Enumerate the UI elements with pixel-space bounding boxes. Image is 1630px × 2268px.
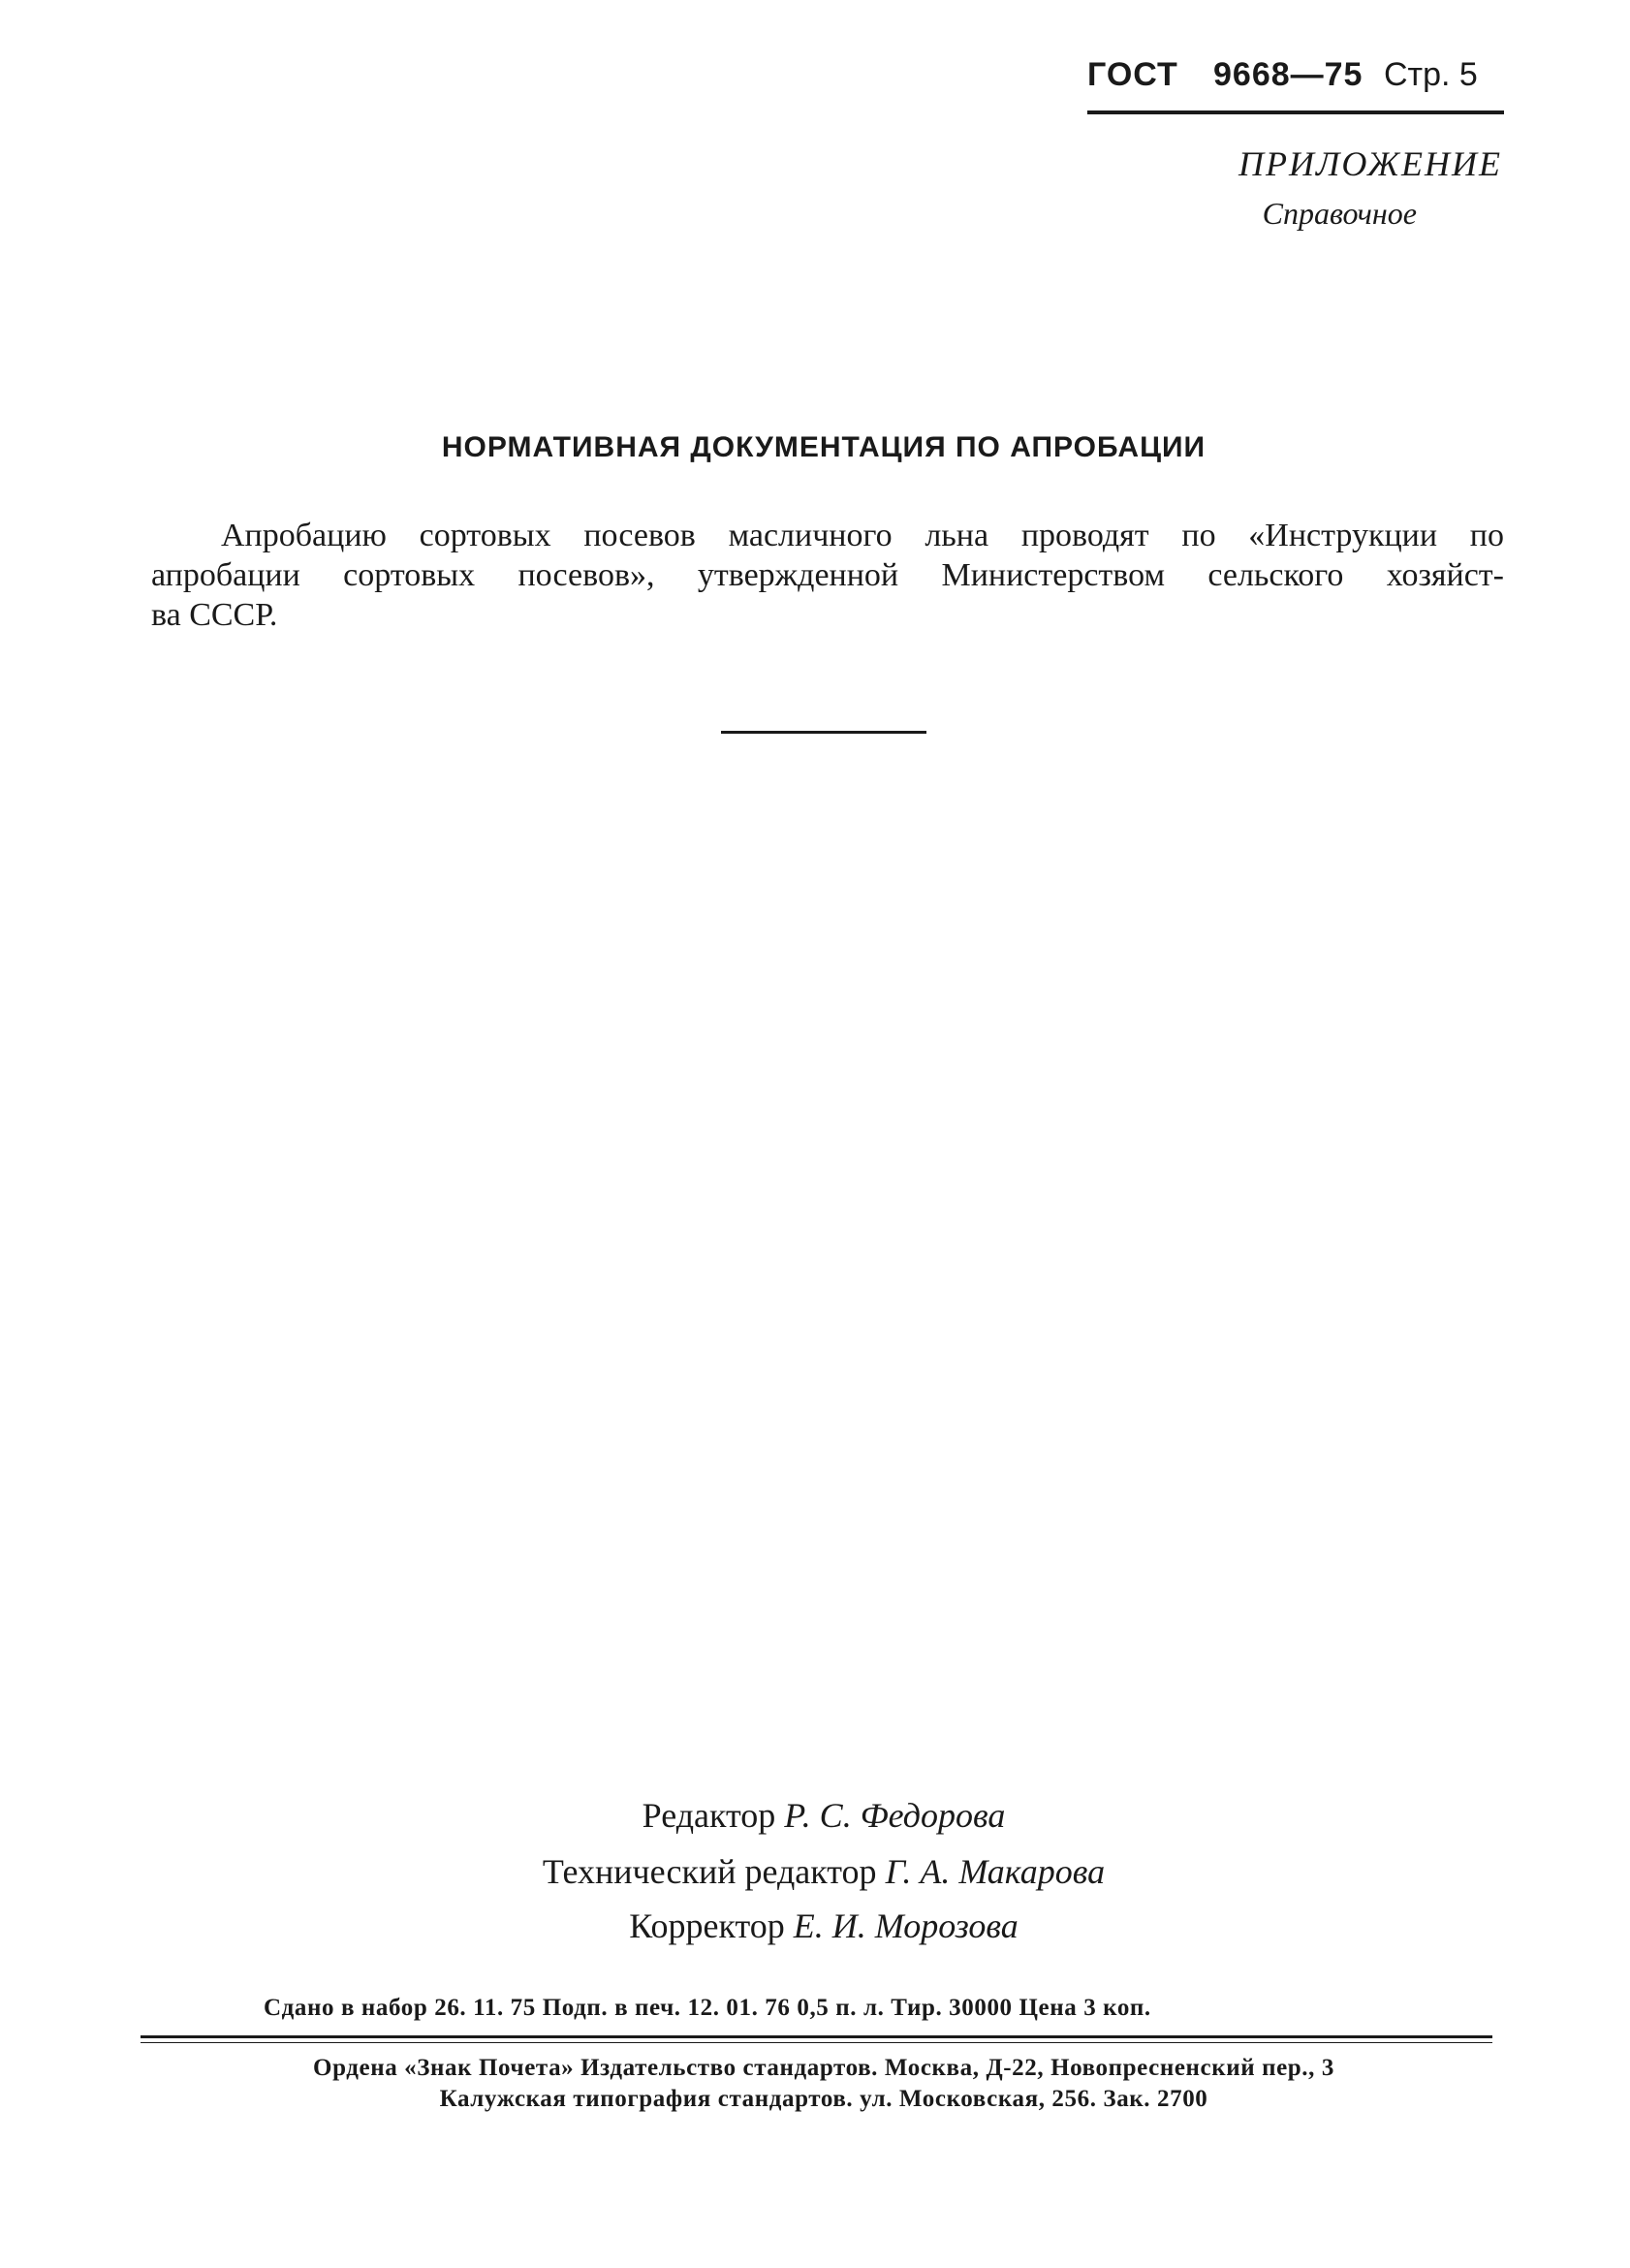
standard-label: ГОСТ bbox=[1087, 56, 1178, 93]
appendix-type: Справочное bbox=[1262, 196, 1417, 231]
body-line: апробации сортовых посевов», утвержденной Министерством сельского хозяйст- bbox=[151, 557, 1504, 593]
section-divider bbox=[721, 731, 926, 734]
standard-number: 9668—75 bbox=[1213, 56, 1364, 93]
imprint-rule bbox=[141, 2042, 1492, 2043]
credit-corrector bbox=[0, 1906, 1630, 1946]
credit-name: Р. С. Федорова bbox=[784, 1796, 1006, 1835]
body-paragraph bbox=[151, 516, 1504, 635]
credit-role: Корректор bbox=[629, 1906, 785, 1945]
credit-name: Г. А. Макарова bbox=[885, 1852, 1106, 1891]
body-line: ва СССР. bbox=[151, 597, 278, 633]
credit-name: Е. И. Морозова bbox=[793, 1906, 1019, 1945]
imprint-rule bbox=[141, 2035, 1492, 2038]
publisher-line: Ордена «Знак Почета» Издательство стандартов. Москва, Д-22, Новопресненский пер., 3 bbox=[313, 2055, 1334, 2081]
print-imprint: Сдано в набор 26. 11. 75 Подп. в печ. 12. 01. 76 0,5 п. л. Тир. 30000 Цена 3 коп. bbox=[264, 1995, 1151, 2021]
appendix-title: ПРИЛОЖЕНИЕ bbox=[1238, 144, 1502, 183]
credit-role: Технический редактор bbox=[542, 1852, 877, 1891]
header-rule bbox=[1087, 110, 1504, 114]
credit-role: Редактор bbox=[642, 1796, 776, 1835]
credit-editor bbox=[0, 1795, 1630, 1836]
section-title: НОРМАТИВНАЯ ДОКУМЕНТАЦИЯ ПО АПРОБАЦИИ bbox=[441, 431, 1207, 463]
printer-line: Калужская типография стандартов. ул. Московская, 256. Зак. 2700 bbox=[439, 2086, 1208, 2112]
page-number: Стр. 5 bbox=[1384, 56, 1478, 93]
body-line: Апробацию сортовых посевов масличного льна проводят по «Инструкции по bbox=[221, 518, 1504, 553]
credit-tech-editor bbox=[0, 1851, 1630, 1892]
running-header bbox=[1087, 56, 1504, 105]
